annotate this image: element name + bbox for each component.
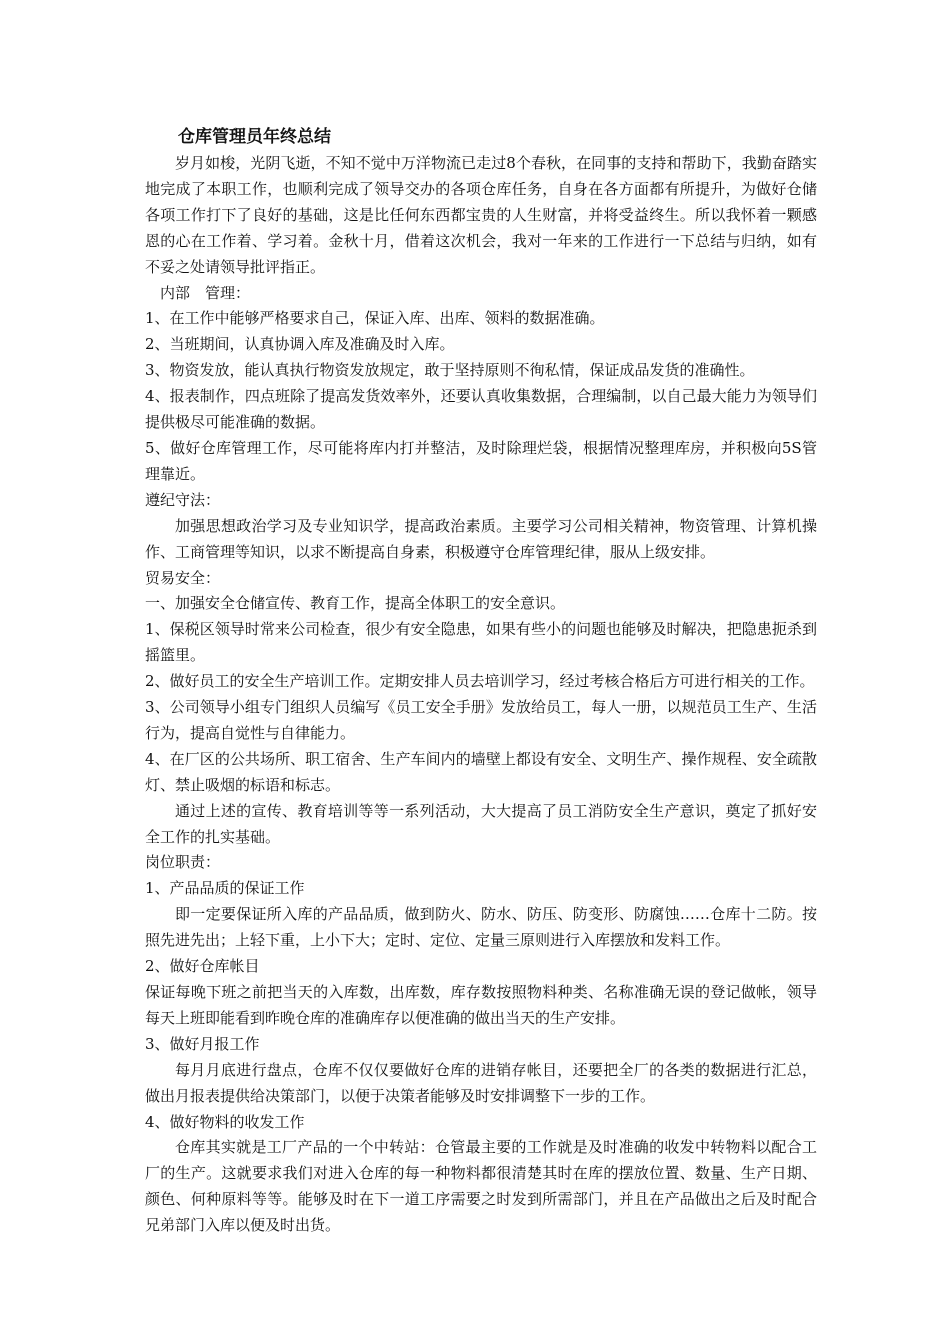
paragraph: 贸易安全： [145, 568, 221, 587]
document-title: 仓库管理员年终总结 [178, 127, 331, 147]
paragraph: 岗位职责： [145, 853, 221, 872]
paragraph: 4、在厂区的公共场所、职工宿舍、生产车间内的墙壁上都设有安全、文明生产、操作规程、安全疏散灯、禁止吸烟的标语和标志。 [145, 749, 817, 794]
paragraph: 5、做好仓库管理工作，尽可能将库内打并整洁，及时除理烂袋，根据情况整理库房，并积极向5S管理靠近。 [145, 438, 817, 483]
paragraph: 仓库其实就是工厂产品的一个中转站：仓管最主要的工作就是及时准确的收发中转物料以配合工厂的生产。这就要求我们对进入仓库的每一种物料都很清楚其时在库的摆放位置、数量、生产日期、颜色、何种原料等等。能够及时在下一道工序需要之时发到所需部门，并且在产品做出之后及时配合兄弟部门入库以便及时出货。 [145, 1138, 817, 1235]
paragraph: 2、当班期间，认真协调入库及准确及时入库。 [145, 335, 455, 354]
paragraph: 1、产品品质的保证工作 [145, 879, 305, 898]
paragraph: 遵纪守法： [145, 490, 221, 509]
paragraph: 一、加强安全仓储宣传、教育工作，提高全体职工的安全意识。 [145, 594, 566, 613]
paragraph: 3、物资发放，能认真执行物资发放规定，敢于坚持原则不徇私情，保证成品发货的准确性。 [145, 361, 755, 380]
paragraph: 保证每晚下班之前把当天的入库数，出库数，库存数按照物料种类、名称准确无误的登记做帐，领导每天上班即能看到昨晚仓库的准确库存以便准确的做出当天的生产安排。 [145, 983, 817, 1027]
paragraph: 加强思想政治学习及专业知识学，提高政治素质。主要学习公司相关精神，物资管理、计算机操作、工商管理等知识，以求不断提高自身素，积极遵守仓库管理纪律，服从上级安排。 [145, 516, 817, 561]
paragraph: 即一定要保证所入库的产品品质，做到防火、防水、防压、防变形、防腐蚀……仓库十二防。按照先进先出；上轻下重，上小下大；定时、定位、定量三原则进行入库摆放和发料工作。 [145, 905, 817, 950]
paragraph: 2、做好仓库帐目 [145, 957, 260, 976]
paragraph: 1、在工作中能够严格要求自己，保证入库、出库、领料的数据准确。 [145, 309, 605, 328]
paragraph: 2、做好员工的安全生产培训工作。定期安排人员去培训学习，经过考核合格后方可进行相关的工作。 [145, 672, 815, 691]
paragraph: 内部 管理： [160, 283, 251, 302]
paragraph: 通过上述的宣传、教育培训等等一系列活动，大大提高了员工消防安全生产意识，奠定了抓好安全工作的扎实基础。 [145, 801, 817, 846]
paragraph: 每月月底进行盘点，仓库不仅仅要做好仓库的进销存帐目，还要把全厂的各类的数据进行汇总，做出月报表提供给决策部门，以便于决策者能够及时安排调整下一步的工作。 [145, 1060, 817, 1105]
document-body [145, 151, 817, 1239]
paragraph: 3、做好月报工作 [145, 1034, 260, 1053]
paragraph: 3、公司领导小组专门组织人员编写《员工安全手册》发放给员工，每人一册，以规范员工生产、生活行为，提高自觉性与自律能力。 [145, 698, 817, 742]
paragraph: 岁月如梭，光阴飞逝，不知不觉中万洋物流已走过8个春秋，在同事的支持和帮助下，我勤奋踏实地完成了本职工作，也顺利完成了领导交办的各项仓库任务，自身在各方面都有所提升，为做好仓储各项工作打下了良好的基础，这是比任何东西都宝贵的人生财富，并将受益终生。所以我怀着一颗感恩的心在工作着、学习着。金秋十月，借着这次机会，我对一年来的工作进行一下总结与归纳，如有不妥之处请领导批评指正。 [145, 154, 817, 276]
paragraph: 1、保税区领导时常来公司检查，很少有安全隐患，如果有些小的问题也能够及时解决，把隐患扼杀到摇篮里。 [145, 620, 817, 665]
paragraph: 4、报表制作，四点班除了提高发货效率外，还要认真收集数据，合理编制，以自己最大能力为领导们提供极尽可能准确的数据。 [145, 387, 817, 432]
paragraph: 4、做好物料的收发工作 [145, 1112, 305, 1131]
